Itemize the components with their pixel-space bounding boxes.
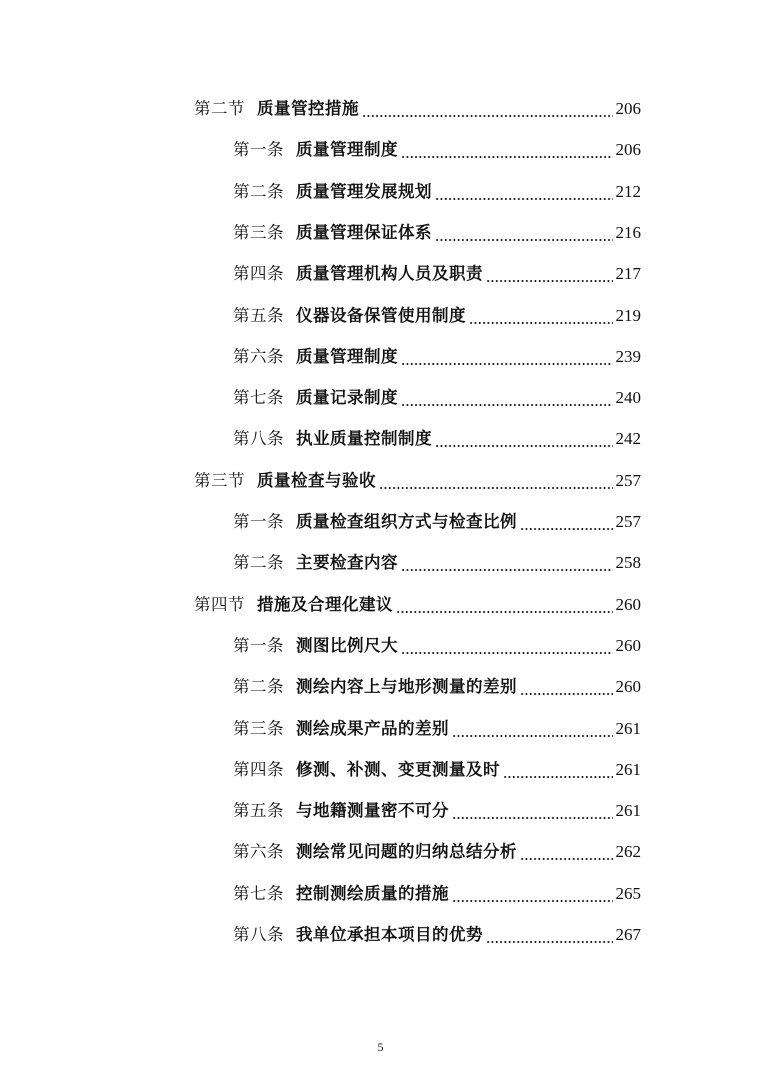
toc-entry-page: 206 (615, 140, 641, 160)
toc-entry-title: 质量管理机构人员及职责 (296, 264, 483, 284)
toc-section-entry[interactable] (194, 89, 641, 129)
toc-entry-label: 第四条 (233, 264, 284, 284)
toc-entry-page: 261 (615, 801, 641, 821)
toc-entry-page: 267 (615, 925, 641, 944)
toc-entry-title: 我单位承担本项目的优势 (296, 925, 483, 944)
toc-entry-page: 261 (615, 718, 641, 738)
toc-entry-label: 第四节 (194, 594, 245, 614)
dot-leader (401, 553, 613, 573)
toc-article-entry[interactable] (233, 874, 641, 914)
toc-article-entry[interactable] (233, 172, 641, 212)
toc-entry-page: 212 (615, 181, 641, 201)
toc-entry-label: 第一条 (233, 635, 284, 655)
toc-article-entry[interactable] (233, 543, 641, 583)
dot-leader (452, 801, 613, 821)
toc-article-entry[interactable] (233, 213, 641, 253)
toc-entry-label: 第六条 (233, 346, 284, 366)
toc-entry-title: 质量管理制度 (296, 346, 398, 366)
toc-entry-title: 质量记录制度 (296, 388, 398, 408)
toc-entry-page: 206 (615, 99, 641, 118)
dot-leader (379, 471, 613, 491)
toc-entry-label: 第一条 (233, 140, 284, 160)
page-number: 5 (377, 1040, 384, 1054)
dot-leader (401, 636, 613, 656)
toc-entry-label: 第三条 (233, 222, 284, 242)
toc-section-entry[interactable] (194, 585, 641, 625)
toc-entry-page: 216 (615, 222, 641, 242)
toc-entry-label: 第六条 (233, 842, 284, 862)
dot-leader (469, 306, 613, 326)
toc-article-entry[interactable] (233, 419, 641, 459)
toc-entry-title: 与地籍测量密不可分 (296, 801, 449, 821)
toc-entry-title: 质量检查与验收 (257, 470, 376, 490)
dot-leader (396, 595, 613, 615)
toc-entry-title: 主要检查内容 (296, 553, 398, 573)
toc-entry-page: 239 (615, 346, 641, 366)
toc-entry-page: 240 (615, 388, 641, 408)
toc-article-entry[interactable] (233, 130, 641, 170)
toc-entry-label: 第二节 (194, 99, 245, 118)
toc-entry-page: 261 (615, 759, 641, 779)
toc-entry-page: 257 (615, 470, 641, 490)
toc-entry-title: 测图比例尺大 (296, 635, 398, 655)
dot-leader (486, 925, 613, 945)
toc-entry-title: 质量检查组织方式与检查比例 (296, 512, 517, 531)
toc-article-entry[interactable] (233, 832, 641, 872)
toc-article-entry[interactable] (233, 791, 641, 831)
dot-leader (435, 223, 613, 243)
toc-entry-title: 控制测绘质量的措施 (296, 883, 449, 903)
toc-entry-page: 260 (615, 635, 641, 655)
toc-article-entry[interactable] (233, 750, 641, 790)
dot-leader (401, 347, 613, 367)
toc-article-entry[interactable] (233, 296, 641, 336)
toc-article-entry[interactable] (233, 337, 641, 377)
toc-entry-label: 第三条 (233, 718, 284, 738)
dot-leader (452, 884, 613, 904)
dot-leader (452, 719, 613, 739)
toc-entry-page: 258 (615, 553, 641, 573)
toc-entry-title: 测绘内容上与地形测量的差别 (296, 677, 517, 697)
dot-leader (520, 512, 613, 532)
toc-entry-title: 测绘成果产品的差别 (296, 718, 449, 738)
dot-leader (520, 677, 613, 697)
toc-entry-title: 措施及合理化建议 (257, 594, 393, 614)
toc-entry-label: 第一条 (233, 512, 284, 531)
dot-leader (435, 182, 613, 202)
toc-entry-title: 质量管理制度 (296, 140, 398, 160)
toc-article-entry[interactable] (233, 626, 641, 666)
toc-article-entry[interactable] (233, 502, 641, 542)
toc-entry-page: 242 (615, 429, 641, 449)
toc-article-entry[interactable] (233, 915, 641, 955)
toc-entry-label: 第二条 (233, 677, 284, 697)
toc-article-entry[interactable] (233, 378, 641, 418)
dot-leader (401, 140, 613, 160)
toc-entry-title: 修测、补测、变更测量及时 (296, 759, 500, 779)
toc-entry-label: 第八条 (233, 925, 284, 944)
toc-entry-label: 第五条 (233, 801, 284, 821)
dot-leader (486, 264, 613, 284)
toc-entry-label: 第七条 (233, 883, 284, 903)
toc-entry-label: 第七条 (233, 388, 284, 408)
toc-entry-label: 第二条 (233, 553, 284, 573)
dot-leader (401, 388, 613, 408)
toc-entry-label: 第八条 (233, 429, 284, 449)
toc-article-entry[interactable] (233, 254, 641, 294)
toc-article-entry[interactable] (233, 709, 641, 749)
toc-entry-title: 质量管理保证体系 (296, 222, 432, 242)
toc-entry-title: 测绘常见问题的归纳总结分析 (296, 842, 517, 862)
dot-leader (435, 429, 613, 449)
toc-entry-page: 219 (615, 305, 641, 325)
toc-article-entry[interactable] (233, 667, 641, 707)
dot-leader (520, 842, 613, 862)
toc-entry-page: 257 (615, 512, 641, 531)
toc-entry-page: 217 (615, 264, 641, 284)
toc-entry-label: 第二条 (233, 181, 284, 201)
toc-entry-label: 第三节 (194, 470, 245, 490)
toc-entry-title: 质量管理发展规划 (296, 181, 432, 201)
toc-entry-page: 265 (615, 883, 641, 903)
toc-section-entry[interactable] (194, 461, 641, 501)
toc-entry-label: 第四条 (233, 759, 284, 779)
toc-entry-label: 第五条 (233, 305, 284, 325)
toc-entry-title: 执业质量控制制度 (296, 429, 432, 449)
toc-entry-title: 质量管控措施 (257, 99, 359, 118)
dot-leader (362, 99, 613, 119)
toc-entry-page: 260 (615, 594, 641, 614)
toc-entry-page: 260 (615, 677, 641, 697)
toc-entry-page: 262 (615, 842, 641, 862)
dot-leader (503, 760, 613, 780)
toc-entry-title: 仪器设备保管使用制度 (296, 305, 466, 325)
